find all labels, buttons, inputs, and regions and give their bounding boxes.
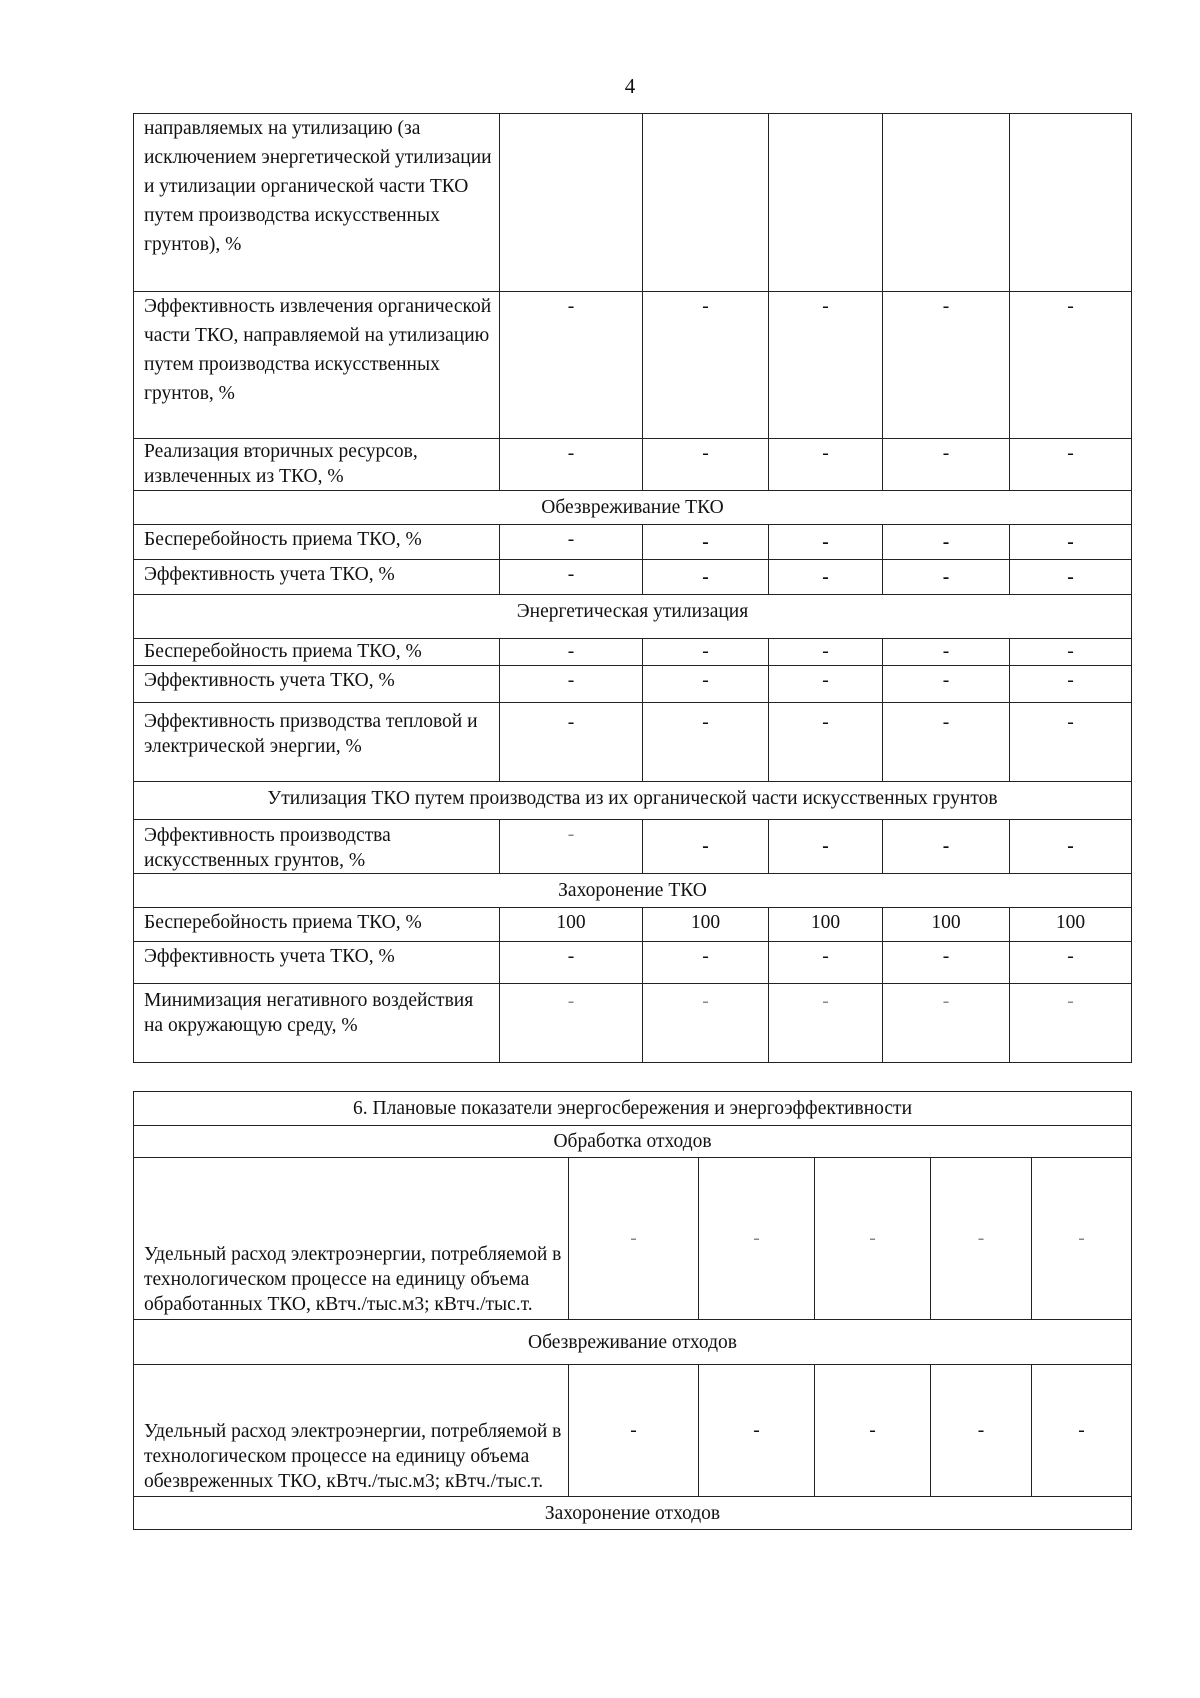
section-heading: Обезвреживание отходов (134, 1320, 1132, 1365)
value-cell: - (500, 703, 643, 782)
value-cell: - (883, 984, 1010, 1063)
value-cell: - (769, 439, 883, 491)
value-cell: - (883, 525, 1010, 560)
value-cell: - (769, 666, 883, 703)
value-cell: - (883, 292, 1010, 439)
value-cell: - (769, 292, 883, 439)
section-row (134, 1320, 1132, 1365)
value-cell: - (769, 560, 883, 595)
indicators-table (133, 113, 1132, 1063)
row-label: Эффективность производства искусственных грунтов, % (134, 820, 500, 874)
value-cell: - (500, 525, 643, 560)
row-label: Эффективность призводства тепловой и электрической энергии, % (134, 703, 500, 782)
table-row (134, 820, 1132, 874)
value-cell: - (1010, 666, 1132, 703)
section-heading: Захоронение отходов (134, 1497, 1132, 1530)
value-cell: 100 (500, 908, 643, 942)
value-cell: - (500, 639, 643, 666)
value-cell (769, 114, 883, 292)
value-cell: - (500, 560, 643, 595)
row-label: Бесперебойность приема ТКО, % (134, 525, 500, 560)
value-cell: - (883, 666, 1010, 703)
value-cell: 100 (883, 908, 1010, 942)
value-cell (1010, 114, 1132, 292)
value-cell: - (1032, 1365, 1132, 1497)
table-row (134, 1365, 1132, 1497)
table-row (134, 1158, 1132, 1320)
section-row (134, 782, 1132, 820)
value-cell: - (500, 820, 643, 874)
table-row (134, 525, 1132, 560)
row-label: Минимизация негативного воздействия на окружающую среду, % (134, 984, 500, 1063)
row-label: Удельный расход электроэнергии, потребляемой в технологическом процессе на единицу объема обезвреженных ТКО, кВтч./тыс.м3; кВтч./тыс.т. (134, 1365, 569, 1497)
table-row (134, 703, 1132, 782)
value-cell: - (883, 639, 1010, 666)
value-cell: - (500, 984, 643, 1063)
value-cell: - (1010, 292, 1132, 439)
row-label: Эффективность извлечения органической части ТКО, направляемой на утилизацию путем производства искусственных грунтов, % (134, 292, 500, 439)
value-cell: - (1010, 639, 1132, 666)
value-cell: - (883, 820, 1010, 874)
table-row (134, 942, 1132, 984)
section-row (134, 1126, 1132, 1158)
value-cell: - (643, 525, 769, 560)
value-cell: - (769, 703, 883, 782)
table-row (134, 639, 1132, 666)
table-row (134, 984, 1132, 1063)
section-row (134, 874, 1132, 908)
value-cell: - (769, 820, 883, 874)
value-cell: - (769, 942, 883, 984)
table-row (134, 114, 1132, 292)
page-number: 4 (624, 74, 636, 98)
value-cell: - (643, 942, 769, 984)
table-row (134, 908, 1132, 942)
value-cell: - (500, 666, 643, 703)
table-title: 6. Плановые показатели энергосбережения и энергоэффективности (134, 1092, 1132, 1126)
value-cell: - (699, 1365, 815, 1497)
value-cell: - (643, 639, 769, 666)
value-cell: - (1032, 1158, 1132, 1320)
value-cell: - (815, 1365, 931, 1497)
section-heading: Обезвреживание ТКО (134, 491, 1132, 525)
value-cell: - (769, 984, 883, 1063)
value-cell: - (1010, 820, 1132, 874)
value-cell: - (1010, 525, 1132, 560)
row-label: Бесперебойность приема ТКО, % (134, 908, 500, 942)
table-row (134, 292, 1132, 439)
value-cell: - (500, 439, 643, 491)
section-heading: Утилизация ТКО путем производства из их органической части искусственных грунтов (134, 782, 1132, 820)
title-row (134, 1092, 1132, 1126)
row-label: Эффективность учета ТКО, % (134, 942, 500, 984)
value-cell: - (769, 525, 883, 560)
value-cell: - (883, 560, 1010, 595)
value-cell: - (643, 439, 769, 491)
value-cell: - (699, 1158, 815, 1320)
value-cell: - (643, 666, 769, 703)
value-cell: - (1010, 439, 1132, 491)
value-cell: - (883, 942, 1010, 984)
value-cell (883, 114, 1010, 292)
value-cell: - (931, 1158, 1032, 1320)
table-row (134, 666, 1132, 703)
value-cell: - (643, 820, 769, 874)
section-heading: Энергетическая утилизация (134, 595, 1132, 639)
table-row (134, 560, 1132, 595)
row-label: Удельный расход электроэнергии, потребляемой в технологическом процессе на единицу объема обработанных ТКО, кВтч./тыс.м3; кВтч./тыс.т. (134, 1158, 569, 1320)
row-label: Бесперебойность приема ТКО, % (134, 639, 500, 666)
value-cell: 100 (643, 908, 769, 942)
row-label: Эффективность учета ТКО, % (134, 560, 500, 595)
value-cell: - (569, 1365, 699, 1497)
value-cell: - (643, 560, 769, 595)
section-row (134, 595, 1132, 639)
table-row (134, 439, 1132, 491)
energy-efficiency-table (133, 1091, 1132, 1530)
value-cell: - (883, 439, 1010, 491)
value-cell: - (769, 639, 883, 666)
section-row (134, 1497, 1132, 1530)
row-label: Эффективность учета ТКО, % (134, 666, 500, 703)
value-cell: - (1010, 703, 1132, 782)
value-cell: 100 (769, 908, 883, 942)
value-cell: - (1010, 560, 1132, 595)
value-cell: - (1010, 984, 1132, 1063)
value-cell (643, 114, 769, 292)
value-cell: - (815, 1158, 931, 1320)
row-label: направляемых на утилизацию (за исключением энергетической утилизации и утилизации органической части ТКО путем производства искусственных грунтов), % (134, 114, 500, 292)
section-heading: Обработка отходов (134, 1126, 1132, 1158)
value-cell: - (643, 984, 769, 1063)
value-cell: - (931, 1365, 1032, 1497)
value-cell (500, 114, 643, 292)
value-cell: - (643, 292, 769, 439)
value-cell: 100 (1010, 908, 1132, 942)
value-cell: - (643, 703, 769, 782)
row-label: Реализация вторичных ресурсов, извлеченных из ТКО, % (134, 439, 500, 491)
section-row (134, 491, 1132, 525)
section-heading: Захоронение ТКО (134, 874, 1132, 908)
value-cell: - (883, 703, 1010, 782)
value-cell: - (500, 292, 643, 439)
value-cell: - (569, 1158, 699, 1320)
value-cell: - (500, 942, 643, 984)
value-cell: - (1010, 942, 1132, 984)
